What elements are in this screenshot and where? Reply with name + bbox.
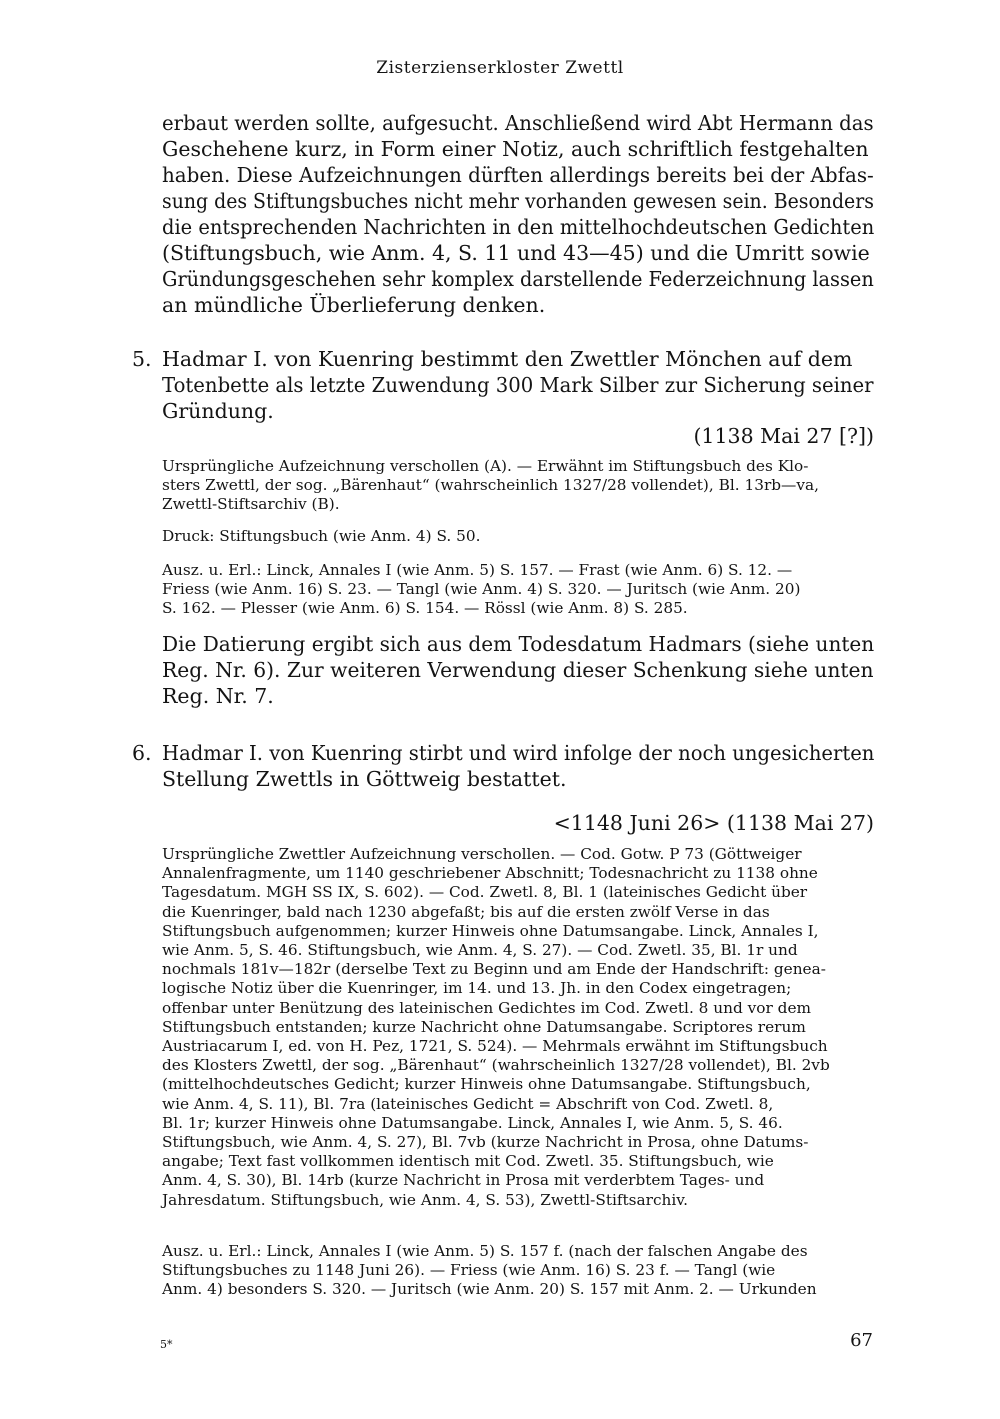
text-line: S. 162. — Plesser (wie Anm. 6) S. 154. — Rössl (wie Anm. 8) S. 285. xyxy=(162,599,688,618)
text-line: die entsprechenden Nachrichten in den mittelhochdeutschen Gedichten xyxy=(162,215,875,239)
text-line: Annalenfragmente, um 1140 geschriebener Abschnitt; Todesnachricht zu 1138 ohne xyxy=(162,864,818,883)
entry-title xyxy=(162,740,874,792)
text-line: an mündliche Überlieferung denken. xyxy=(162,293,546,317)
text-line: Stiftungsbuch aufgenommen; kurzer Hinweis ohne Datumsangabe. Linck, Annales I, xyxy=(162,921,819,940)
text-line: Anm. 4) besonders S. 320. — Juritsch (wie Anm. 20) S. 157 mit Anm. 2. — Urkunden xyxy=(162,1280,817,1299)
text-line: Ausz. u. Erl.: Linck, Annales I (wie Anm. 5) S. 157 f. (nach der falschen Angabe des xyxy=(162,1242,808,1260)
text-line: wie Anm. 5, S. 46. Stiftungsbuch, wie Anm. 4, S. 27). — Cod. Zwetl. 35, Bl. 1r und xyxy=(162,941,798,960)
print-note xyxy=(162,527,874,546)
entry-title xyxy=(162,346,874,424)
literature-note xyxy=(162,561,874,619)
text-line: Bl. 1r; kurzer Hinweis ohne Datumsangabe. Linck, Annales I, wie Anm. 5, S. 46. xyxy=(162,1113,783,1132)
text-line: haben. Diese Aufzeichnungen dürften allerdings bereits bei der Abfas- xyxy=(162,163,874,187)
text-line: logische Notiz über die Kuenringer, im 14. und 13. Jh. in den Codex eingetragen; xyxy=(162,979,792,998)
text-line: Ursprüngliche Zwettler Aufzeichnung verschollen. — Cod. Gotw. P 73 (Göttweiger xyxy=(162,845,802,863)
source-note xyxy=(162,845,874,1210)
text-line: Zwettl-Stiftsarchiv (B). xyxy=(162,495,340,514)
text-line: sters Zwettl, der sog. „Bärenhaut“ (wahrscheinlich 1327/28 vollendet), Bl. 13rb—va, xyxy=(162,476,819,495)
text-line: des Klosters Zwettl, der sog. „Bärenhaut“ (wahrscheinlich 1327/28 vollendet), Bl. 2vb xyxy=(162,1056,830,1075)
text-line: Reg. Nr. 6). Zur weiteren Verwendung dieser Schenkung siehe unten xyxy=(162,658,874,682)
text-line: Austriacarum I, ed. von H. Pez, 1721, S. 524). — Mehrmals erwähnt im Stiftungsbuch xyxy=(162,1037,828,1056)
text-line: Gründungsgeschehen sehr komplex darstellende Federzeichnung lassen xyxy=(162,267,874,291)
text-line: Druck: Stiftungsbuch (wie Anm. 4) S. 50. xyxy=(162,527,481,545)
text-line: Totenbette als letzte Zuwendung 300 Mark Silber zur Sicherung seiner xyxy=(162,373,874,397)
text-line: Die Datierung ergibt sich aus dem Todesdatum Hadmars (siehe unten xyxy=(162,632,875,656)
text-line: Gründung. xyxy=(162,399,274,423)
text-line: Ausz. u. Erl.: Linck, Annales I (wie Anm. 5) S. 157. — Frast (wie Anm. 6) S. 12. — xyxy=(162,561,793,579)
entry-date: (1138 Mai 27 [?]) xyxy=(693,424,874,448)
text-line: Jahresdatum. Stiftungsbuch, wie Anm. 4, S. 53), Zwettl-Stiftsarchiv. xyxy=(162,1190,688,1209)
text-line: Stiftungsbuch, wie Anm. 4, S. 27), Bl. 7vb (kurze Nachricht in Prosa, ohne Datums- xyxy=(162,1133,809,1152)
intro-paragraph xyxy=(162,110,874,318)
text-line: Hadmar I. von Kuenring stirbt und wird infolge der noch ungesicherten xyxy=(162,741,875,765)
text-line: Tagesdatum. MGH SS IX, S. 602). — Cod. Zwetl. 8, Bl. 1 (lateinisches Gedicht über xyxy=(162,883,808,902)
text-line: Friess (wie Anm. 16) S. 23. — Tangl (wie Anm. 4) S. 320. — Juritsch (wie Anm. 20) xyxy=(162,580,801,599)
source-note xyxy=(162,457,874,515)
entry-number: 6. xyxy=(132,741,152,765)
text-line: sung des Stiftungsbuches nicht mehr vorhanden gewesen sein. Besonders xyxy=(162,189,874,213)
text-line: Stellung Zwettls in Göttweig bestattet. xyxy=(162,767,567,791)
signature-mark: 5* xyxy=(160,1338,173,1351)
text-line: Anm. 4, S. 30), Bl. 14rb (kurze Nachricht in Prosa mit verderbtem Tages- und xyxy=(162,1171,765,1190)
text-line: Stiftungsbuch entstanden; kurze Nachricht ohne Datumsangabe. Scriptores rerum xyxy=(162,1017,806,1036)
entry-date: <1148 Juni 26> (1138 Mai 27) xyxy=(553,811,874,835)
text-line: erbaut werden sollte, aufgesucht. Anschließend wird Abt Hermann das xyxy=(162,111,874,135)
text-line: Hadmar I. von Kuenring bestimmt den Zwettler Mönchen auf dem xyxy=(162,347,853,371)
entry-number: 5. xyxy=(132,347,152,371)
text-line: offenbar unter Benützung des lateinischen Gedichtes im Cod. Zwetl. 8 und vor dem xyxy=(162,998,811,1017)
text-line: Reg. Nr. 7. xyxy=(162,684,274,708)
page-number: 67 xyxy=(850,1330,873,1351)
text-line: nochmals 181v—182r (derselbe Text zu Beginn und am Ende der Handschrift: genea- xyxy=(162,960,826,979)
text-line: Ursprüngliche Aufzeichnung verschollen (A). — Erwähnt im Stiftungsbuch des Klo- xyxy=(162,457,809,475)
text-line: (mittelhochdeutsches Gedicht; kurzer Hinweis ohne Datumsangabe. Stiftungsbuch, xyxy=(162,1075,811,1094)
text-line: (Stiftungsbuch, wie Anm. 4, S. 11 und 43—45) und die Umritt sowie xyxy=(162,241,870,265)
text-line: Stiftungsbuches zu 1148 Juni 26). — Friess (wie Anm. 16) S. 23 f. — Tangl (wie xyxy=(162,1261,776,1280)
literature-note xyxy=(162,1242,874,1300)
text-line: wie Anm. 4, S. 11), Bl. 7ra (lateinisches Gedicht = Abschrift von Cod. Zwetl. 8, xyxy=(162,1094,774,1113)
text-line: die Kuenringer, bald nach 1230 abgefaßt; bis auf die ersten zwölf Verse in das xyxy=(162,902,770,921)
running-header: Zisterzienserkloster Zwettl xyxy=(376,58,624,78)
text-line: angabe; Text fast vollkommen identisch mit Cod. Zwetl. 35. Stiftungsbuch, wie xyxy=(162,1152,774,1171)
comment-paragraph xyxy=(162,631,874,709)
text-line: Geschehene kurz, in Form einer Notiz, auch schriftlich festgehalten xyxy=(162,137,869,161)
